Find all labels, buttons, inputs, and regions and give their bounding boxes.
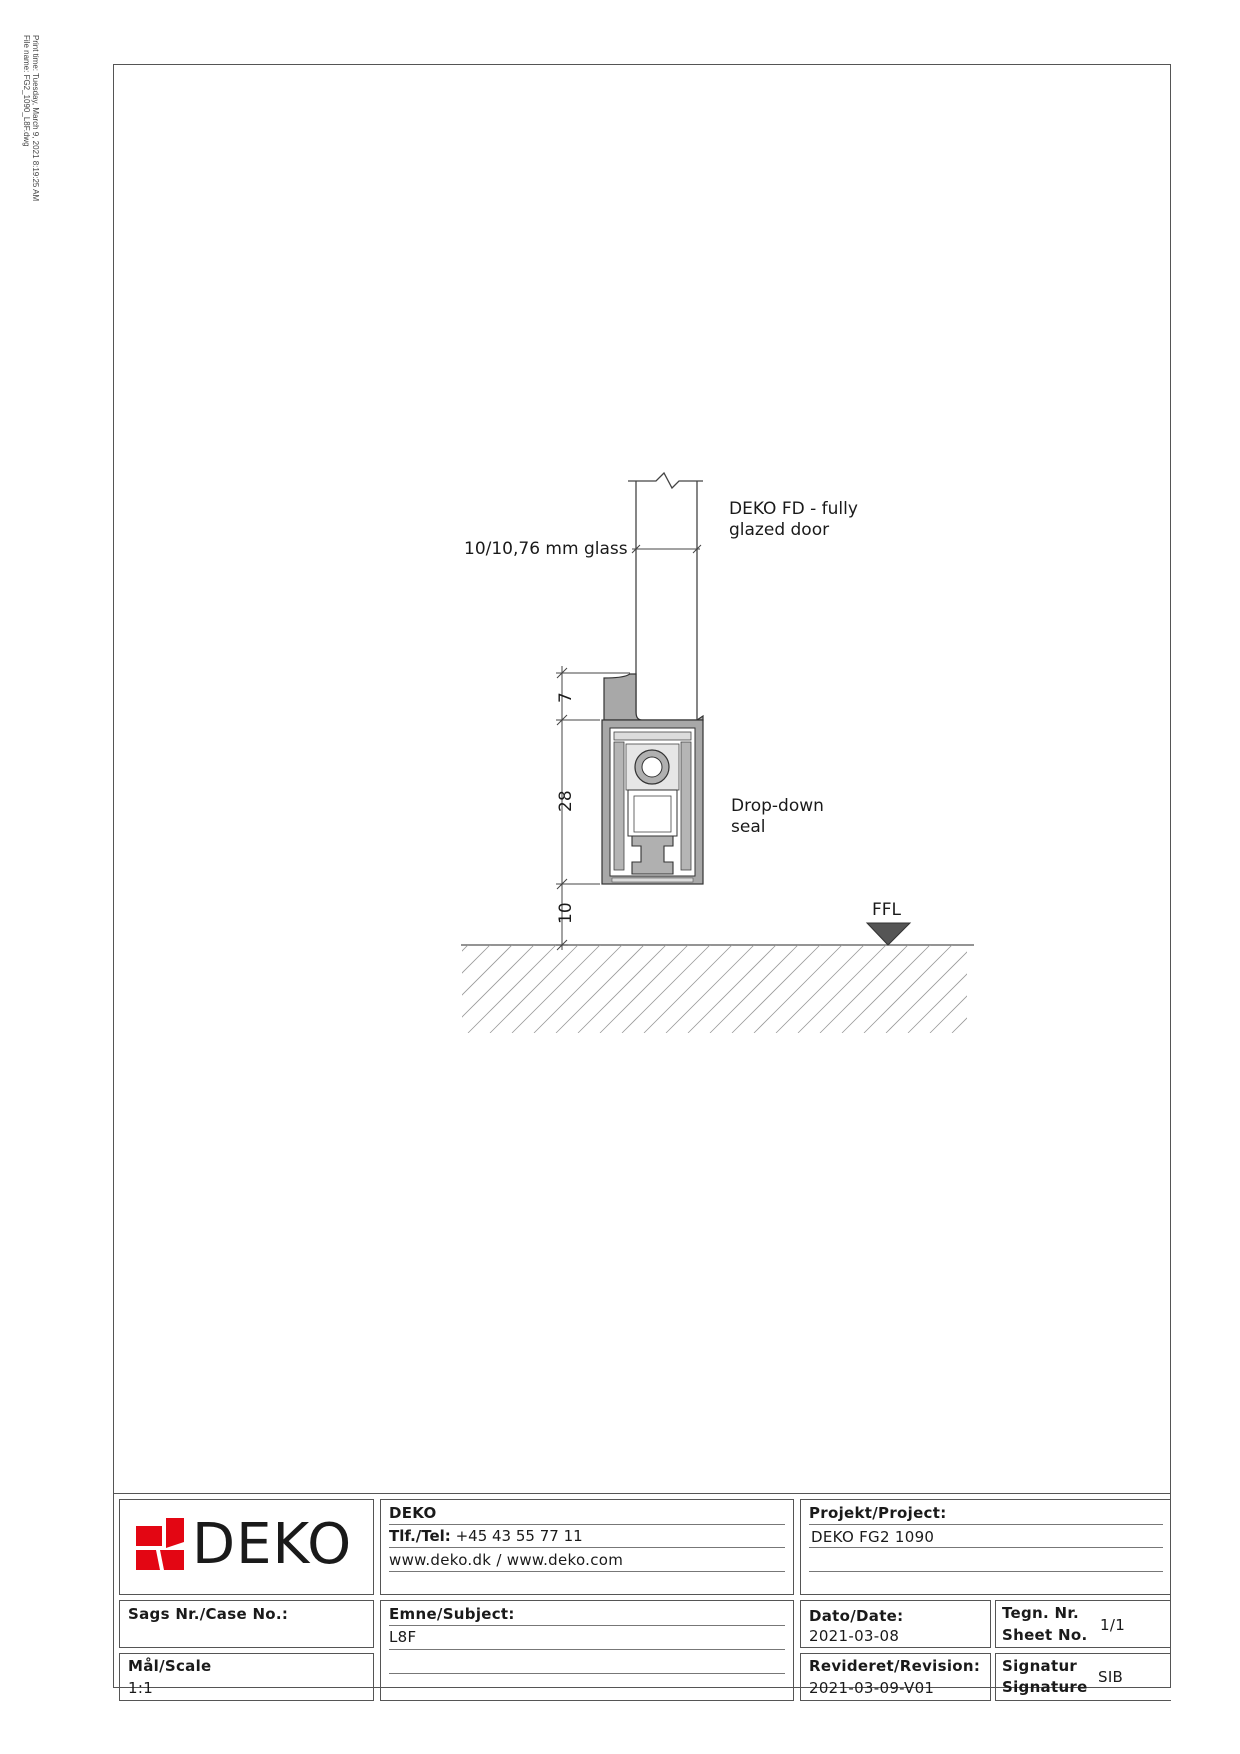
hatch-line [446, 945, 534, 1033]
title-block-outer [113, 1493, 1171, 1495]
seal-label-line1: Drop-down [731, 796, 824, 816]
door-label-line2: glazed door [729, 520, 830, 540]
sheet-label-line2: Sheet No. [1002, 1626, 1088, 1644]
scale-value: 1:1 [128, 1679, 154, 1697]
hatch-line [468, 945, 556, 1033]
hatch-line [732, 945, 820, 1033]
glass-dimension [632, 545, 701, 553]
file-name: File name: FG2_1090_L8F.dwg [22, 35, 31, 147]
scale-label: Mål/Scale [128, 1657, 212, 1675]
signature-label-line2: Signature [1002, 1678, 1088, 1696]
clamp-profile [604, 674, 703, 720]
hatch-line [776, 945, 864, 1033]
case-cell [119, 1600, 374, 1648]
dimension-middle: 28 [556, 790, 576, 812]
hatch-line [886, 945, 974, 1033]
deko-logo-mark [136, 1518, 184, 1570]
hatch-line [424, 945, 512, 1033]
company-cell [380, 1499, 794, 1595]
revision-label: Revideret/Revision: [809, 1657, 981, 1675]
company-name: DEKO [389, 1504, 437, 1522]
date-cell [800, 1600, 991, 1648]
hatch-line [996, 945, 1084, 1033]
hatch-line [666, 945, 754, 1033]
glass-label: 10/10,76 mm glass [464, 539, 628, 559]
hatch-line [578, 945, 666, 1033]
company-web: www.deko.dk / www.deko.com [389, 1551, 624, 1569]
hatch-line [842, 945, 930, 1033]
door-label-line1: DEKO FD - fully [729, 499, 858, 519]
hatch-line [600, 945, 688, 1033]
sheet-label-line1: Tegn. Nr. [1002, 1604, 1079, 1622]
hatch-line [512, 945, 600, 1033]
dimension-top: 7 [556, 692, 576, 703]
hatch-line [952, 945, 1040, 1033]
hatch-line [710, 945, 798, 1033]
hatch-line [974, 945, 1062, 1033]
dimension-bottom: 10 [556, 902, 576, 924]
hatch-line [380, 945, 468, 1033]
hatch-line [622, 945, 710, 1033]
signature-value: SIB [1098, 1668, 1124, 1686]
hatch-line [644, 945, 732, 1033]
hatch-line [402, 945, 490, 1033]
subject-value: L8F [389, 1628, 417, 1646]
hatch-line [798, 945, 886, 1033]
seal-label-line2: seal [731, 817, 766, 837]
deko-logo-text: DEKO [192, 1512, 353, 1577]
logo-cell [119, 1499, 374, 1595]
case-label: Sags Nr./Case No.: [128, 1605, 289, 1623]
hatch-line [556, 945, 644, 1033]
scale-cell [119, 1653, 374, 1701]
hatch-line [490, 945, 578, 1033]
seal-housing [602, 720, 703, 884]
hatch-line [864, 945, 952, 1033]
print-time: Print time: Tuesday, March 9, 2021 8:19:25 AM [31, 35, 40, 202]
tel-label: Tlf./Tel: [389, 1527, 451, 1545]
revision-value: 2021-03-09-V01 [809, 1679, 935, 1697]
hatch-line [930, 945, 1018, 1033]
subject-label: Emne/Subject: [389, 1605, 515, 1623]
project-label: Projekt/Project: [809, 1504, 947, 1522]
hatch-line [534, 945, 622, 1033]
ffl-label: FFL [872, 900, 902, 920]
hatch-line [820, 945, 908, 1033]
project-value: DEKO FG2 1090 [811, 1528, 935, 1546]
floor [380, 945, 1084, 1033]
date-value: 2021-03-08 [809, 1627, 900, 1645]
sheet-cell [995, 1600, 1171, 1648]
hatch-line [688, 945, 776, 1033]
signature-label-line1: Signatur [1002, 1657, 1078, 1675]
project-cell [800, 1499, 1171, 1595]
sheet-value: 1/1 [1100, 1616, 1126, 1634]
revision-cell [800, 1653, 991, 1701]
date-label: Dato/Date: [809, 1607, 904, 1625]
hatch-line [754, 945, 842, 1033]
signature-cell [995, 1653, 1171, 1701]
hatch-line [908, 945, 996, 1033]
glass-pane [628, 473, 703, 720]
tel-value: +45 43 55 77 11 [455, 1527, 583, 1545]
ffl-marker [867, 923, 910, 945]
subject-cell [380, 1600, 794, 1701]
